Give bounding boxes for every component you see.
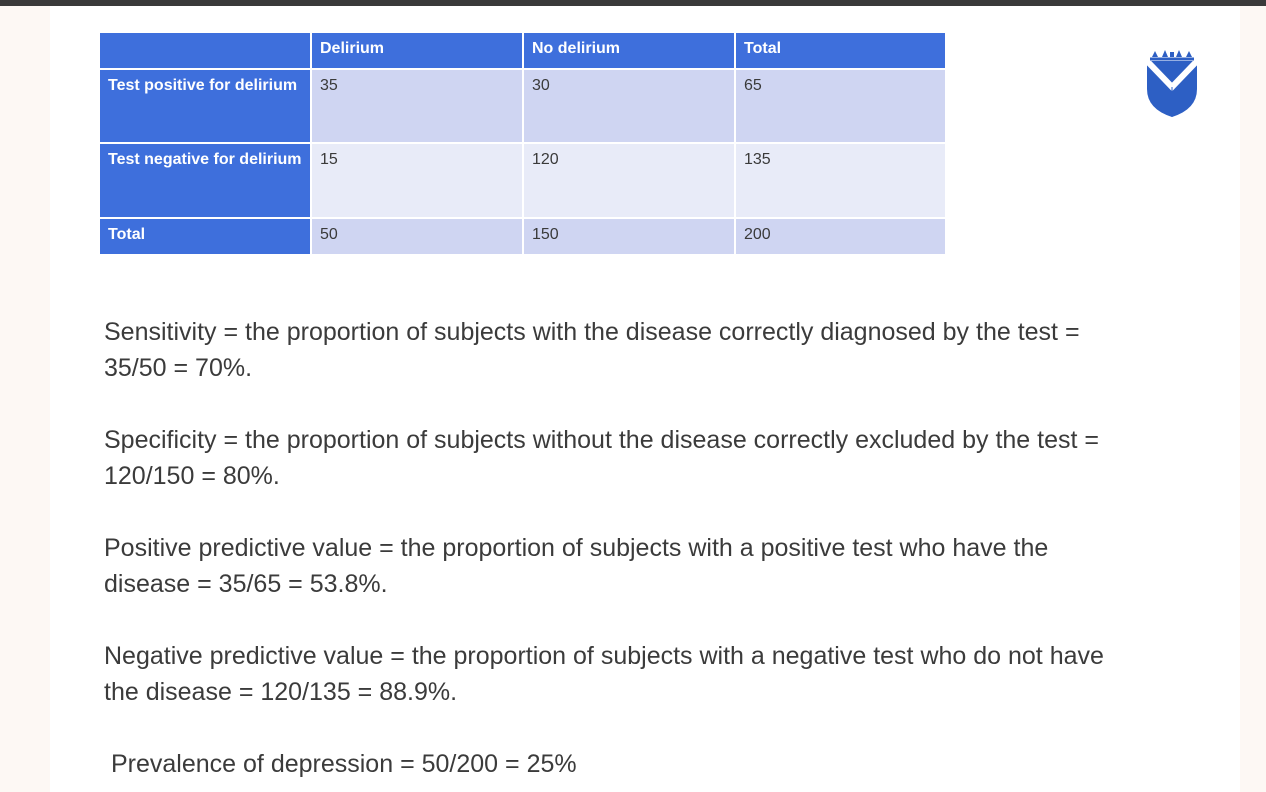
table-header-row bbox=[100, 33, 947, 70]
slide bbox=[50, 6, 1240, 792]
table-cell: 15 bbox=[312, 144, 524, 219]
row-header-test-positive: Test positive for delirium bbox=[100, 70, 312, 144]
row-header-total: Total bbox=[100, 219, 312, 256]
contingency-table bbox=[100, 33, 947, 256]
column-header-delirium: Delirium bbox=[312, 33, 524, 70]
table-cell: 30 bbox=[524, 70, 736, 144]
table-cell: 120 bbox=[524, 144, 736, 219]
table-cell: 135 bbox=[736, 144, 947, 219]
table-cell: 65 bbox=[736, 70, 947, 144]
table-cell: 150 bbox=[524, 219, 736, 256]
row-header-test-negative: Test negative for delirium bbox=[100, 144, 312, 219]
table-row bbox=[100, 219, 947, 256]
table-row bbox=[100, 144, 947, 219]
table-cell: 50 bbox=[312, 219, 524, 256]
table-cell: 35 bbox=[312, 70, 524, 144]
specificity-definition: Specificity = the proportion of subjects without the disease correctly excluded by the test = 120/150 = 80%. bbox=[104, 426, 1099, 490]
sensitivity-definition: Sensitivity = the proportion of subjects with the disease correctly diagnosed by the test = 35/50 = 70%. bbox=[104, 318, 1080, 382]
university-crest-icon bbox=[1144, 49, 1200, 119]
ppv-definition: Positive predictive value = the proportion of subjects with a positive test who have the disease = 35/65 = 53.8%. bbox=[104, 534, 1049, 598]
column-header-total: Total bbox=[736, 33, 947, 70]
definitions-text bbox=[104, 314, 1104, 782]
table-cell: 200 bbox=[736, 219, 947, 256]
table-row bbox=[100, 70, 947, 144]
prevalence-statement: Prevalence of depression = 50/200 = 25% bbox=[111, 750, 577, 778]
table-corner-cell bbox=[100, 33, 312, 70]
npv-definition: Negative predictive value = the proportion of subjects with a negative test who do not have the disease = 120/135 = 88.9%. bbox=[104, 642, 1104, 706]
column-header-no-delirium: No delirium bbox=[524, 33, 736, 70]
